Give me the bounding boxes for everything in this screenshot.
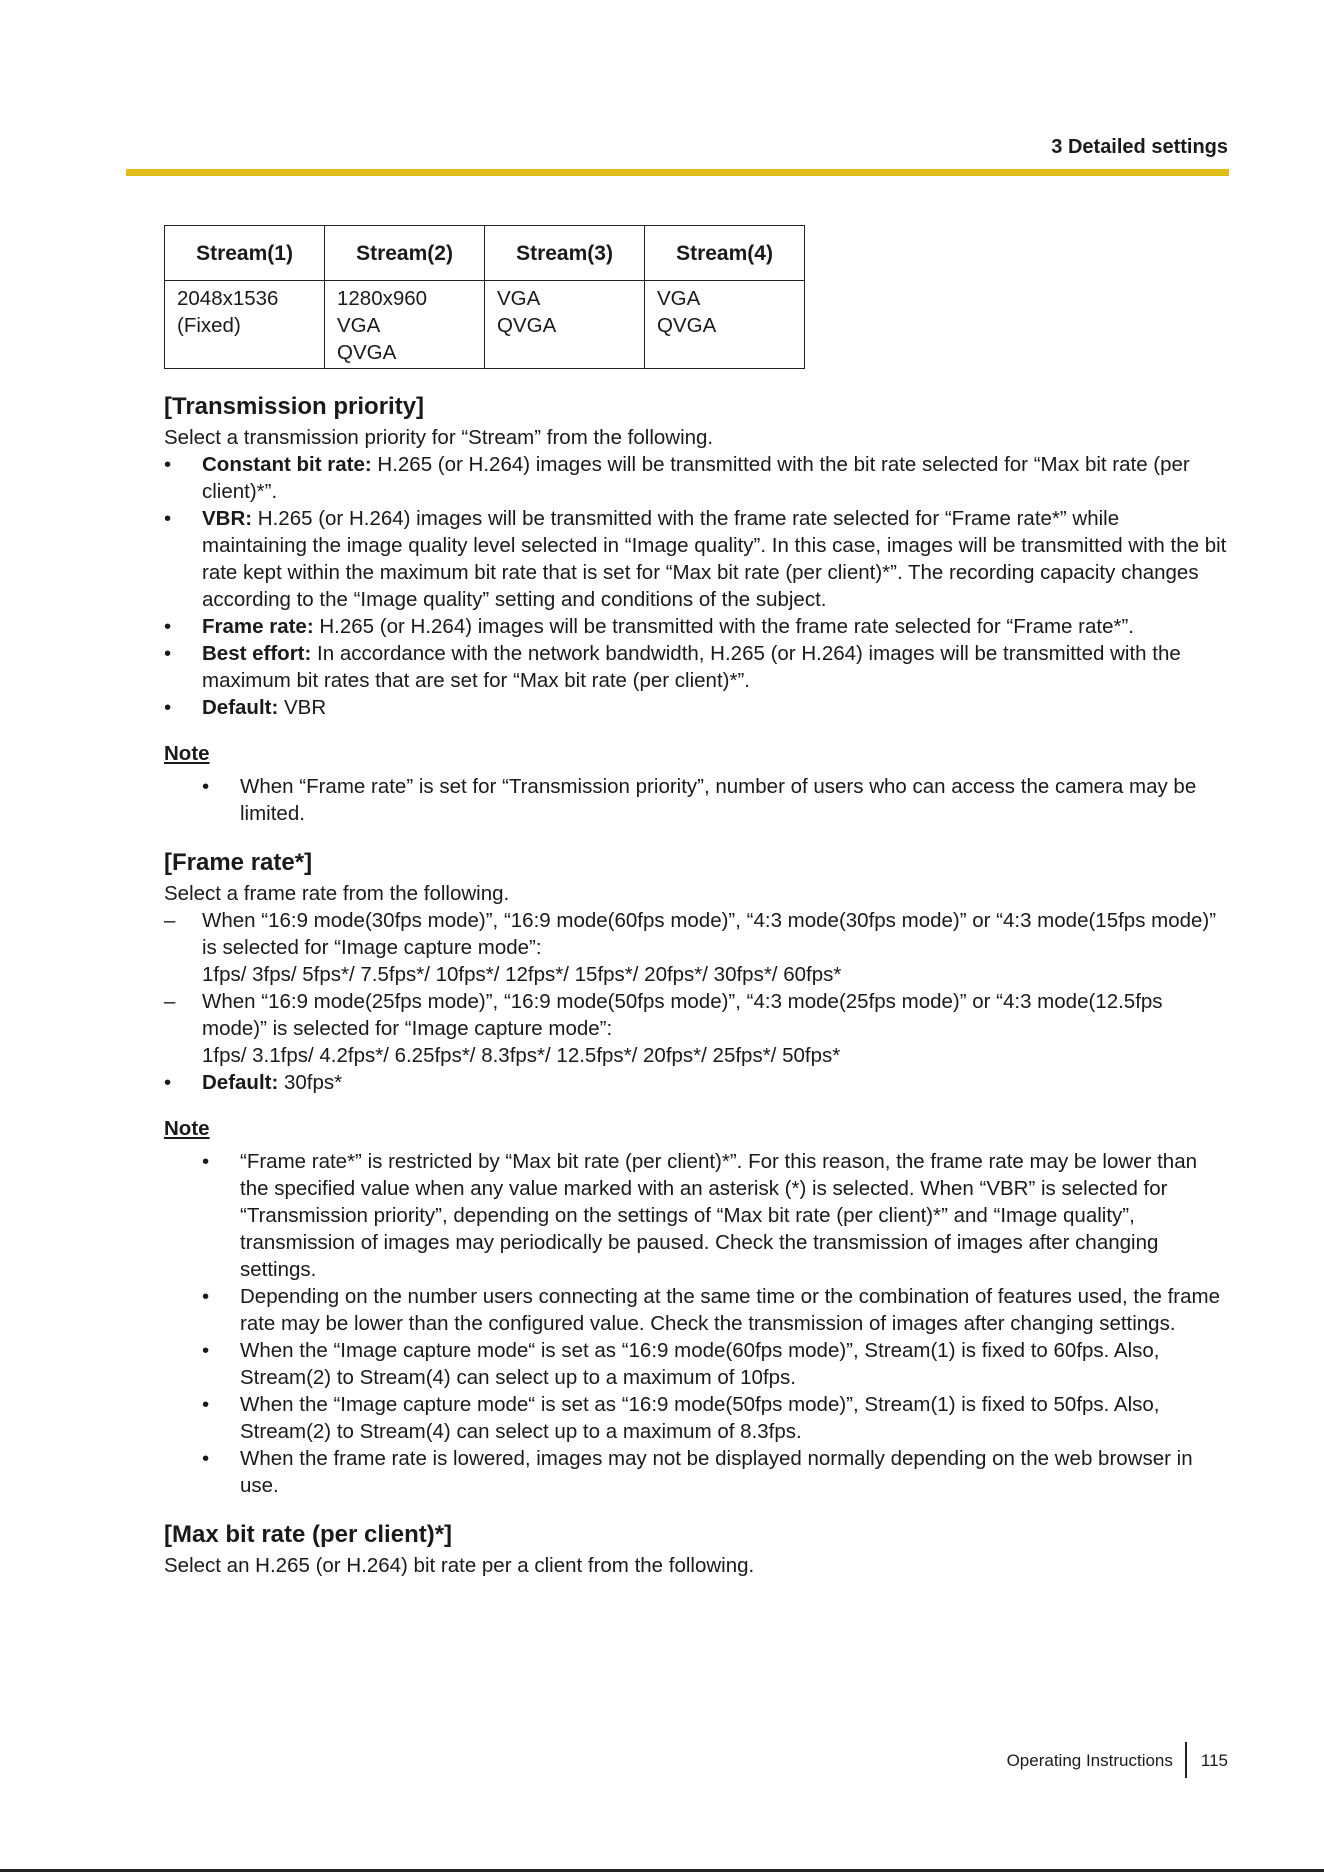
note-item — [164, 1148, 1229, 1283]
option-name: Default: — [202, 1071, 279, 1094]
table-cell-stream-4 — [645, 281, 805, 369]
option-values: 1fps/ 3.1fps/ 4.2fps*/ 6.25fps*/ 8.3fps*/ 12.5fps*/ 20fps*/ 25fps*/ 50fps* — [202, 1044, 841, 1067]
bullet-marker: • — [164, 1071, 172, 1094]
bullet-marker: • — [164, 615, 172, 638]
max-bit-rate-section — [164, 1518, 1229, 1579]
cell-value: QVGA — [497, 314, 557, 337]
cell-value: VGA — [337, 314, 381, 337]
table-header-stream-2: Stream(2) — [325, 226, 485, 281]
bullet-marker: • — [202, 1285, 210, 1308]
bullet-marker: • — [164, 453, 172, 476]
option-name: Constant bit rate: — [202, 453, 372, 476]
note-item — [164, 1445, 1229, 1499]
table-cell-stream-3 — [485, 281, 645, 369]
note-list — [164, 1148, 1229, 1499]
option-list — [164, 451, 1229, 721]
table-header-row — [165, 226, 805, 281]
option-description: H.265 (or H.264) images will be transmitted with the frame rate selected for “Frame rate*”. — [313, 615, 1134, 638]
manual-name: Operating Instructions — [1006, 1750, 1173, 1770]
option-name: Frame rate: — [202, 615, 314, 638]
frame-rate-section — [164, 846, 1229, 1499]
section-intro: Select a transmission priority for “Stream” from the following. — [164, 426, 714, 449]
note-item — [164, 773, 1229, 827]
option-name: Default: — [202, 696, 279, 719]
note-item — [164, 1391, 1229, 1445]
note-list — [164, 773, 1229, 827]
page-number: 115 — [1200, 1750, 1228, 1770]
page-footer — [0, 1745, 1228, 1775]
note-text: When “Frame rate” is set for “Transmission priority”, number of users who can access the camera may be limited. — [240, 775, 1197, 825]
cell-value: VGA — [657, 287, 701, 310]
list-item — [164, 613, 1229, 640]
option-description: H.265 (or H.264) images will be transmitted with the frame rate selected for “Frame rate*” while maintaining the image quality level selected in “Image quality”. In this case, images will be transmitted with the bit rate kept within the maximum bit rate that is set for “Max bit rate (per client)*”. The recording capacity changes according to the “Image quality” setting and conditions of the subject. — [202, 507, 1227, 611]
note-heading: Note — [164, 742, 210, 765]
list-item — [164, 694, 1229, 721]
bullet-marker: • — [202, 1393, 210, 1416]
cell-value: QVGA — [657, 314, 717, 337]
list-item — [164, 1069, 1229, 1096]
note-text: When the “Image capture mode“ is set as “16:9 mode(60fps mode)”, Stream(1) is fixed to 60fps. Also, Stream(2) to Stream(4) can select up to a maximum of 10fps. — [240, 1339, 1160, 1389]
dash-marker: – — [164, 990, 176, 1013]
section-intro: Select an H.265 (or H.264) bit rate per a client from the following. — [164, 1554, 755, 1577]
option-condition: When “16:9 mode(25fps mode)”, “16:9 mode(50fps mode)”, “4:3 mode(25fps mode)” or “4:3 mode(12.5fps mode)” is selected for “Image capture mode”: — [202, 990, 1163, 1040]
table-row — [165, 281, 805, 369]
list-item — [164, 640, 1229, 694]
note-text: Depending on the number users connecting at the same time or the combination of features used, the frame rate may be lower than the configured value. Check the transmission of images after changing settings. — [240, 1285, 1221, 1335]
option-name: Best effort: — [202, 642, 312, 665]
stream-resolution-table — [164, 225, 805, 369]
header-rule — [126, 169, 1229, 176]
table-cell-stream-2 — [325, 281, 485, 369]
option-list — [164, 907, 1229, 1096]
option-description: H.265 (or H.264) images will be transmitted with the bit rate selected for “Max bit rate (per client)*”. — [202, 453, 1190, 503]
bullet-marker: • — [202, 1150, 210, 1173]
note-item — [164, 1283, 1229, 1337]
page-content — [164, 225, 1229, 1579]
bullet-marker: • — [164, 507, 172, 530]
option-description: 30fps* — [278, 1071, 343, 1094]
page-header-title: 3 Detailed settings — [1051, 136, 1228, 158]
list-item — [164, 505, 1229, 613]
option-description: In accordance with the network bandwidth, H.265 (or H.264) images will be transmitted with the maximum bit rates that are set for “Max bit rate (per client)*”. — [202, 642, 1181, 692]
bullet-marker: • — [202, 1447, 210, 1470]
bullet-marker: • — [164, 642, 172, 665]
note-text: When the frame rate is lowered, images may not be displayed normally depending on the web browser in use. — [240, 1447, 1193, 1497]
table-header-stream-3: Stream(3) — [485, 226, 645, 281]
list-item — [164, 907, 1229, 988]
cell-value: (Fixed) — [177, 314, 241, 337]
dash-marker: – — [164, 909, 176, 932]
table-cell-stream-1 — [165, 281, 325, 369]
cell-value: 1280x960 — [337, 287, 428, 310]
list-item — [164, 988, 1229, 1069]
note-heading: Note — [164, 1117, 210, 1140]
cell-value: QVGA — [337, 341, 397, 364]
table-header-stream-1: Stream(1) — [165, 226, 325, 281]
section-heading: [Frame rate*] — [164, 849, 313, 876]
note-text: “Frame rate*” is restricted by “Max bit rate (per client)*”. For this reason, the frame rate may be lower than the specified value when any value marked with an asterisk (*) is selected. When “VBR” is selected for “Transmission priority”, depending on the settings of “Max bit rate (per client)*” and “Image quality”, transmission of images may periodically be paused. Check the transmission of images after changing settings. — [240, 1150, 1197, 1281]
transmission-priority-section — [164, 390, 1229, 827]
footer-divider — [1185, 1742, 1187, 1778]
bullet-marker: • — [202, 1339, 210, 1362]
list-item — [164, 451, 1229, 505]
bullet-marker: • — [164, 696, 172, 719]
section-heading: [Transmission priority] — [164, 393, 425, 420]
cell-value: 2048x1536 — [177, 287, 279, 310]
cell-value: VGA — [497, 287, 541, 310]
table-header-stream-4: Stream(4) — [645, 226, 805, 281]
note-item — [164, 1337, 1229, 1391]
option-values: 1fps/ 3fps/ 5fps*/ 7.5fps*/ 10fps*/ 12fps*/ 15fps*/ 20fps*/ 30fps*/ 60fps* — [202, 963, 842, 986]
note-text: When the “Image capture mode“ is set as “16:9 mode(50fps mode)”, Stream(1) is fixed to 50fps. Also, Stream(2) to Stream(4) can select up to a maximum of 8.3fps. — [240, 1393, 1160, 1443]
option-description: VBR — [278, 696, 327, 719]
option-name: VBR: — [202, 507, 253, 530]
option-condition: When “16:9 mode(30fps mode)”, “16:9 mode(60fps mode)”, “4:3 mode(30fps mode)” or “4:3 mode(15fps mode)” is selected for “Image capture mode”: — [202, 909, 1217, 959]
bullet-marker: • — [202, 775, 210, 798]
section-intro: Select a frame rate from the following. — [164, 882, 510, 905]
section-heading: [Max bit rate (per client)*] — [164, 1521, 453, 1548]
